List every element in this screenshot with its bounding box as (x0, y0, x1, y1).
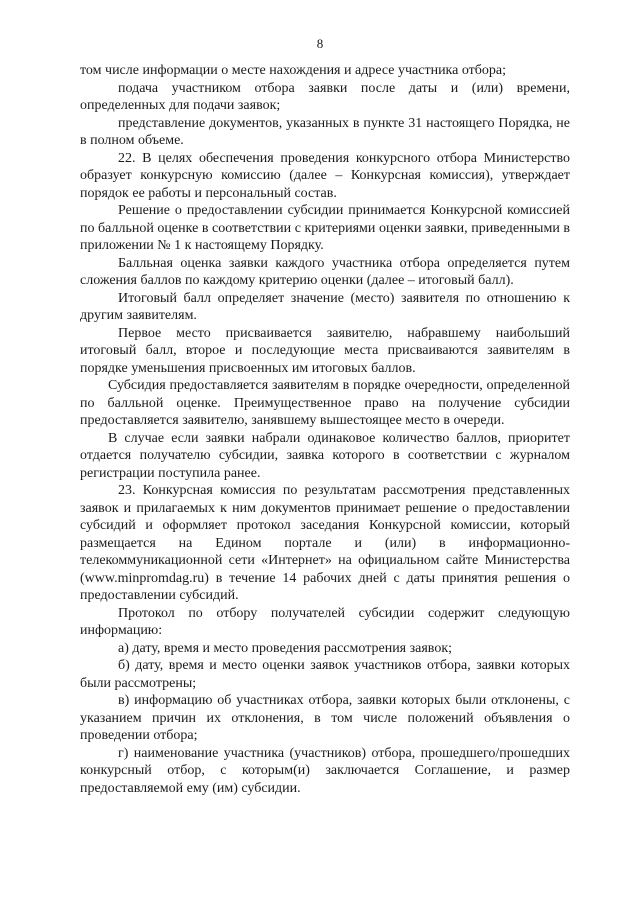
list-item: г) наименование участника (участников) отбора, прошедшего/прошедших конкурсный отбор, с которым(и) заключается Соглашение, и размер предоставляемой ему (им) субсидии. (80, 745, 570, 796)
page-number: 8 (316, 36, 324, 51)
paragraph: 22. В целях обеспечения проведения конкурсного отбора Министерство образует конкурсную комиссию (далее – Конкурсная комиссия), утверждает порядок ее работы и персональный состав. (80, 150, 570, 201)
paragraph: Субсидия предоставляется заявителям в порядке очередности, определенной по балльной оценке. Преимущественное право на получение субсидии предоставляется заявителю, занявшему вышестоящее место в очереди. (80, 378, 570, 428)
paragraph: Первое место присваивается заявителю, набравшему наибольший итоговый балл, второе и последующие места присваиваются заявителям в порядке уменьшения присвоенных им итоговых баллов. (80, 325, 570, 376)
paragraph: Протокол по отбору получателей субсидии содержит следующую информацию: (80, 605, 570, 638)
document-body (80, 62, 570, 797)
paragraph: В случае если заявки набрали одинаковое количество баллов, приоритет отдается получателю субсидии, заявка которого в соответствии с журналом регистрации поступила ранее. (80, 430, 570, 481)
paragraph: представление документов, указанных в пункте 31 настоящего Порядка, не в полном объеме. (80, 115, 570, 148)
paragraph: Балльная оценка заявки каждого участника отбора определяется путем сложения баллов по каждому критерию оценки (далее – итоговый балл). (80, 255, 570, 288)
list-item: в) информацию об участниках отбора, заявки которых были отклонены, с указанием причин их отклонения, в том числе положений объявления о проведении отбора; (80, 693, 570, 743)
paragraph: Итоговый балл определяет значение (место) заявителя по отношению к другим заявителям. (80, 290, 570, 323)
list-item: б) дату, время и место оценки заявок участников отбора, заявки которых были рассмотрены; (80, 658, 570, 691)
paragraph: 23. Конкурсная комиссия по результатам рассмотрения представленных заявок и прилагаемых к ним документов принимает решение о предоставлении субсидий и оформляет протокол заседания Конкурсной комиссии, который размещается на Едином портале и (или) в информационно-телекоммуникационной сети «Интернет» на официальном сайте Министерства (www.minpromdag.ru) в течение 14 рабочих дней с даты принятия решения о предоставлении субсидий. (80, 483, 570, 603)
paragraph: Решение о предоставлении субсидии принимается Конкурсной комиссией по балльной оценке в соответствии с критериями оценки заявки, приведенными в приложении № 1 к настоящему Порядку. (80, 203, 570, 253)
paragraph: подача участником отбора заявки после даты и (или) времени, определенных для подачи заявок; (80, 80, 570, 113)
list-item: а) дату, время и место проведения рассмотрения заявок; (118, 640, 453, 656)
paragraph: том числе информации о месте нахождения и адресе участника отбора; (80, 63, 507, 78)
